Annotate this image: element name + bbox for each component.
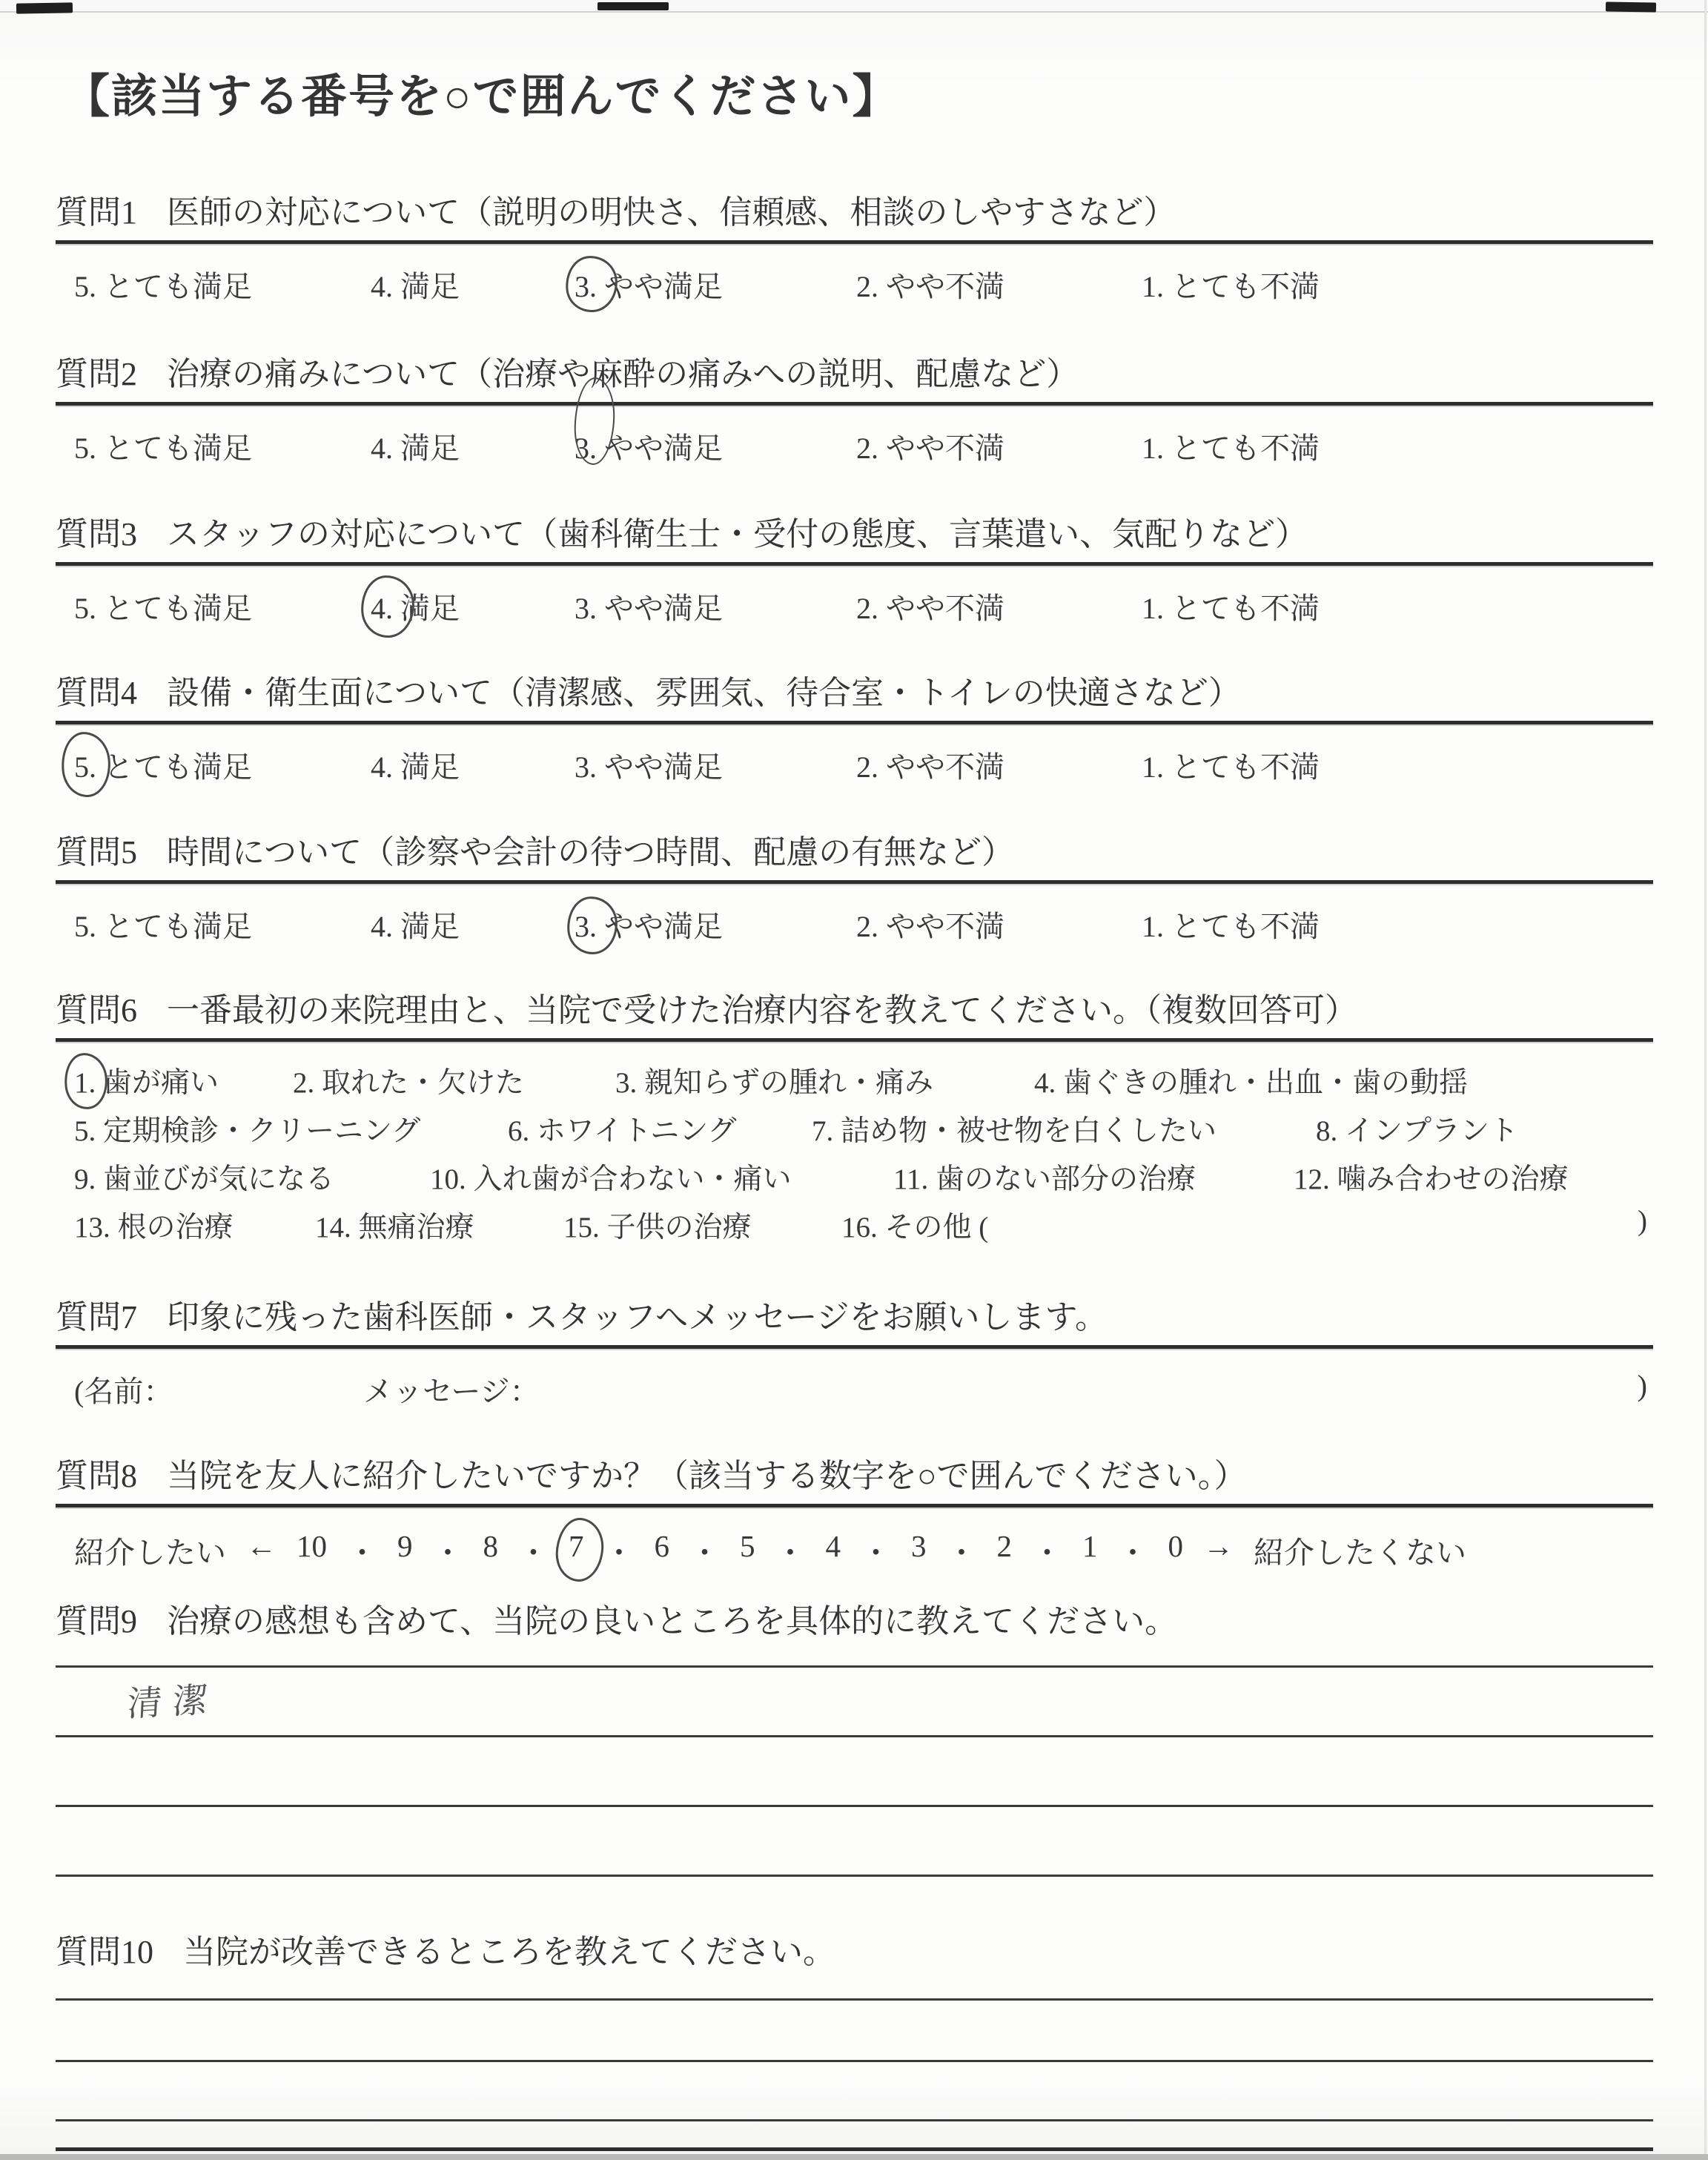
right-arrow-icon: → bbox=[1203, 1529, 1234, 1563]
rating-option-2: 2. やや不満 bbox=[856, 910, 1004, 943]
reason-option-10: 10. 入れ歯が合わない・痛い bbox=[430, 1163, 792, 1195]
dot-separator: ・ bbox=[1032, 1536, 1062, 1570]
scan-edge-right bbox=[1704, 0, 1707, 2160]
question-1-number: 質問1 bbox=[56, 194, 137, 231]
reason-option-15: 15. 子供の治療 bbox=[563, 1212, 752, 1244]
reason-option-7: 7. 詰め物・被せ物を白くしたい bbox=[812, 1115, 1217, 1147]
name-field-label: (名前： bbox=[74, 1375, 173, 1408]
rating-option-4: 4. 満足 bbox=[371, 270, 460, 303]
question-block-10 bbox=[56, 1925, 1653, 1972]
scale-number-7: 7 bbox=[569, 1529, 584, 1563]
question-1-text: 医師の対応について（説明の明快さ、信頼感、相談のしやすさなど） bbox=[167, 194, 1176, 231]
scan-artifact-top-right bbox=[1606, 1, 1656, 12]
question-1-header bbox=[56, 185, 1653, 233]
scale-right-label: 紹介したくない bbox=[1254, 1536, 1466, 1570]
answer-line bbox=[56, 1665, 1653, 1668]
scan-edge-bottom bbox=[0, 2154, 1708, 2160]
rating-option-5: 5. とても満足 bbox=[74, 592, 252, 625]
rating-option-4: 4. 満足 bbox=[371, 750, 460, 784]
scale-number-5: 5 bbox=[740, 1529, 755, 1563]
divider bbox=[56, 402, 1653, 406]
question-3-header bbox=[56, 507, 1653, 555]
question-8-header bbox=[56, 1449, 1653, 1496]
scale-number-6: 6 bbox=[654, 1529, 669, 1563]
answer-line bbox=[56, 1998, 1653, 2001]
rating-option-2: 2. やや不満 bbox=[856, 432, 1004, 465]
question-2-options bbox=[56, 425, 1653, 469]
reason-option-13: 13. 根の治療 bbox=[74, 1212, 234, 1244]
reason-option-8: 8. インプラント bbox=[1316, 1115, 1519, 1147]
rating-option-2: 2. やや不満 bbox=[856, 750, 1004, 784]
question-4-number: 質問4 bbox=[56, 675, 137, 711]
question-block-8 bbox=[56, 1449, 1653, 1577]
scale-number-7-circled bbox=[569, 1528, 584, 1564]
question-4-header bbox=[56, 666, 1653, 713]
rating-option-2: 2. やや不満 bbox=[856, 270, 1004, 303]
divider bbox=[56, 562, 1653, 566]
question-9-header bbox=[56, 1594, 1653, 1642]
reason-option-14: 14. 無痛治療 bbox=[315, 1212, 474, 1244]
scale-number-0: 0 bbox=[1168, 1529, 1183, 1563]
answer-line bbox=[56, 1875, 1653, 1877]
divider bbox=[56, 721, 1653, 724]
scale-number-10: 10 bbox=[297, 1529, 327, 1563]
question-block-7 bbox=[56, 1290, 1653, 1414]
dot-separator: ・ bbox=[861, 1536, 891, 1570]
question-block-9 bbox=[56, 1594, 1653, 1642]
question-7-header bbox=[56, 1290, 1653, 1338]
rating-option-3: 3. やや満足 bbox=[575, 270, 723, 303]
question-block-1 bbox=[56, 185, 1653, 308]
scale-number-3: 3 bbox=[911, 1529, 927, 1563]
reason-option-1: 1. 歯が痛い bbox=[74, 1067, 219, 1099]
dot-separator: ・ bbox=[689, 1536, 720, 1570]
scan-edge-top bbox=[0, 11, 1708, 13]
answer-line bbox=[56, 2147, 1653, 2151]
rating-option-3: 3. やや満足 bbox=[575, 910, 723, 943]
question-6-text: 一番最初の来院理由と、当院で受けた治療内容を教えてください。（複数回答可） bbox=[167, 992, 1357, 1028]
scale-left-label: 紹介したい bbox=[74, 1536, 226, 1570]
dot-separator: ・ bbox=[347, 1536, 377, 1570]
answer-line bbox=[56, 2119, 1653, 2121]
reason-option-4: 4. 歯ぐきの腫れ・出血・歯の動揺 bbox=[1034, 1067, 1469, 1099]
question-6-number: 質問6 bbox=[56, 992, 137, 1028]
close-paren: ) bbox=[1637, 1369, 1647, 1402]
question-5-options bbox=[56, 903, 1653, 948]
question-6-row-4 bbox=[56, 1204, 1653, 1252]
question-block-5 bbox=[56, 825, 1653, 948]
dot-separator: ・ bbox=[775, 1536, 806, 1570]
left-arrow-icon: ← bbox=[246, 1529, 277, 1563]
question-7-text: 印象に残った歯科医師・スタッフへメッセージをお願いします。 bbox=[167, 1299, 1108, 1335]
rating-option-4: 4. 満足 bbox=[371, 432, 460, 465]
question-2-number: 質問2 bbox=[56, 356, 137, 392]
question-8-number: 質問8 bbox=[56, 1458, 137, 1494]
rating-option-5: 5. とても満足 bbox=[74, 750, 252, 784]
question-1-options bbox=[56, 263, 1653, 308]
dot-separator: ・ bbox=[946, 1536, 977, 1570]
dot-separator: ・ bbox=[518, 1536, 549, 1570]
divider bbox=[56, 1038, 1653, 1042]
answer-line bbox=[56, 1805, 1653, 1807]
question-6-row-3 bbox=[56, 1156, 1653, 1204]
divider bbox=[56, 880, 1653, 884]
rating-option-1: 1. とても不満 bbox=[1142, 750, 1320, 784]
scan-artifact-top-left bbox=[16, 2, 73, 13]
rating-option-1: 1. とても不満 bbox=[1142, 910, 1320, 943]
question-5-header bbox=[56, 825, 1653, 873]
scale-number-2: 2 bbox=[996, 1529, 1012, 1563]
question-10-header bbox=[56, 1925, 1653, 1972]
reason-option-2: 2. 取れた・欠けた bbox=[293, 1067, 525, 1099]
question-10-text: 当院が改善できるところを教えてください。 bbox=[183, 1934, 835, 1970]
divider bbox=[56, 1345, 1653, 1349]
rating-option-5: 5. とても満足 bbox=[74, 432, 252, 465]
scale-number-8: 8 bbox=[483, 1529, 498, 1563]
scale-number-4: 4 bbox=[825, 1529, 841, 1563]
question-block-3 bbox=[56, 507, 1653, 630]
reason-option-12: 12. 噛み合わせの治療 bbox=[1294, 1163, 1569, 1195]
question-5-text: 時間について（診察や会計の待つ時間、配慮の有無など） bbox=[167, 834, 1015, 871]
scale-number-9: 9 bbox=[397, 1529, 413, 1563]
answer-line bbox=[56, 1735, 1653, 1737]
rating-option-5: 5. とても満足 bbox=[74, 910, 252, 943]
question-4-text: 設備・衛生面について（清潔感、雰囲気、待合室・トイレの快適さなど） bbox=[167, 675, 1241, 711]
rating-option-3: 3. やや満足 bbox=[575, 432, 723, 465]
question-5-number: 質問5 bbox=[56, 834, 137, 871]
question-9-text: 治療の感想も含めて、当院の良いところを具体的に教えてください。 bbox=[167, 1603, 1178, 1639]
question-3-text: スタッフの対応について（歯科衛生士・受付の態度、言葉遣い、気配りなど） bbox=[167, 516, 1308, 552]
question-block-4 bbox=[56, 666, 1653, 788]
question-2-text: 治療の痛みについて（治療や麻酔の痛みへの説明、配慮など） bbox=[167, 356, 1079, 392]
reason-option-9: 9. 歯並びが気になる bbox=[74, 1163, 335, 1195]
reason-option-16-close-paren: ) bbox=[1638, 1205, 1647, 1237]
answer-line bbox=[56, 2060, 1653, 2062]
reason-option-11: 11. 歯のない部分の治療 bbox=[893, 1163, 1196, 1195]
question-3-options bbox=[56, 585, 1653, 630]
question-7-answer-row bbox=[56, 1368, 1653, 1414]
nps-scale-row bbox=[56, 1528, 1653, 1577]
question-7-number: 質問7 bbox=[56, 1299, 137, 1335]
rating-option-2: 2. やや不満 bbox=[856, 592, 1004, 625]
page-title: 【該当する番号を○で囲んでください】 bbox=[64, 72, 900, 122]
question-2-header bbox=[56, 347, 1653, 394]
rating-option-1: 1. とても不満 bbox=[1142, 592, 1320, 625]
rating-option-4: 4. 満足 bbox=[371, 592, 460, 625]
reason-option-3: 3. 親知らずの腫れ・痛み bbox=[615, 1067, 934, 1099]
rating-option-3: 3. やや満足 bbox=[575, 750, 723, 784]
reason-option-6: 6. ホワイトニング bbox=[508, 1115, 737, 1147]
divider bbox=[56, 240, 1653, 244]
dot-separator: ・ bbox=[1117, 1536, 1148, 1570]
question-8-text: 当院を友人に紹介したいですか？（該当する数字を○で囲んでください。） bbox=[167, 1458, 1247, 1494]
question-10-number: 質問10 bbox=[56, 1934, 153, 1970]
question-6-row-2 bbox=[56, 1108, 1653, 1156]
rating-option-3: 3. やや満足 bbox=[575, 592, 723, 625]
rating-option-4: 4. 満足 bbox=[371, 910, 460, 943]
question-block-6 bbox=[56, 983, 1653, 1252]
reason-option-5: 5. 定期検診・クリーニング bbox=[74, 1115, 421, 1147]
question-6-header bbox=[56, 983, 1653, 1031]
rating-option-1: 1. とても不満 bbox=[1142, 432, 1320, 465]
scan-artifact-top-center bbox=[598, 2, 669, 10]
question-3-number: 質問3 bbox=[56, 516, 137, 552]
dot-separator: ・ bbox=[432, 1536, 463, 1570]
question-6-row-1 bbox=[56, 1060, 1653, 1108]
reason-option-16: 16. その他 ( bbox=[841, 1212, 989, 1244]
question-9-number: 質問9 bbox=[56, 1603, 137, 1639]
question-block-2 bbox=[56, 347, 1653, 469]
rating-option-1: 1. とても不満 bbox=[1142, 270, 1320, 303]
rating-option-5: 5. とても満足 bbox=[74, 270, 252, 303]
message-field-label: メッセージ： bbox=[363, 1375, 540, 1408]
scale-number-1: 1 bbox=[1082, 1529, 1098, 1563]
handwritten-answer-q9: 清潔 bbox=[126, 1680, 219, 1725]
question-4-options bbox=[56, 744, 1653, 788]
dot-separator: ・ bbox=[603, 1536, 635, 1570]
divider bbox=[56, 1504, 1653, 1507]
